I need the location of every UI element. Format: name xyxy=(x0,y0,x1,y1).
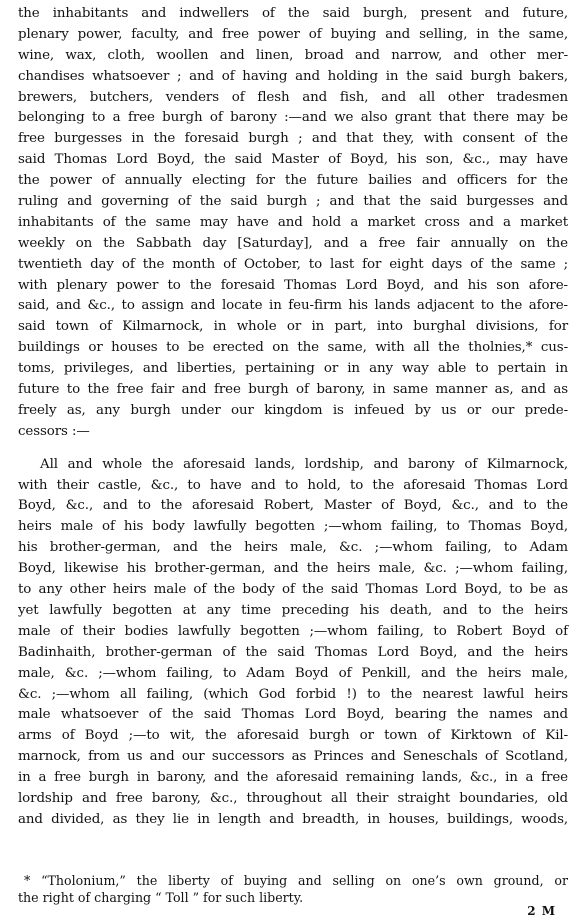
text-line: Badinhaith, brother-german of the said Thomas Lord Boyd, and the heirs xyxy=(18,644,568,660)
text-line: said, and &c., to assign and locate in feu-firm his lands adjacent to the afore- xyxy=(18,298,568,314)
text-line: the power of annually electing for the future bailies and officers for the xyxy=(18,173,568,189)
text-line: his brother-german, and the heirs male, &c. ;—whom failing, to Adam xyxy=(18,540,568,556)
text-line: said town of Kilmarnock, in whole or in part, into burghal divisions, for xyxy=(18,319,568,335)
text-line: toms, privileges, and liberties, pertaining or in any way able to pertain in xyxy=(18,361,568,377)
text-line: heirs male of his body lawfully begotten ;—whom failing, to Thomas Boyd, xyxy=(18,519,568,535)
paragraph-2 xyxy=(18,455,568,831)
text-line: the inhabitants and indwellers of the said burgh, present and future, xyxy=(18,6,568,21)
text-line: and divided, as they lie in length and breadth, in houses, buildings, woods, xyxy=(18,811,568,827)
signature-mark: 2 M xyxy=(527,904,556,918)
footnote-line: the right of charging “ Toll ” for such liberty. xyxy=(18,890,304,905)
text-line: inhabitants of the same may have and hold a market cross and a market xyxy=(18,214,568,230)
text-line: weekly on the Sabbath day [Saturday], and a free fair annually on the xyxy=(18,235,568,251)
text-line: to any other heirs male of the body of the said Thomas Lord Boyd, to be as xyxy=(18,582,568,598)
text-line: belonging to a free burgh of barony :—and we also grant that there may be xyxy=(18,110,568,126)
paragraph-gap xyxy=(18,443,568,455)
paragraph-1 xyxy=(18,4,568,443)
text-line: free burgesses in the foresaid burgh ; and that they, with consent of the xyxy=(18,131,568,147)
text-line: with plenary power to the foresaid Thomas Lord Boyd, and his son afore- xyxy=(18,277,568,293)
text-line: male whatsoever of the said Thomas Lord Boyd, bearing the names and xyxy=(18,707,568,723)
text-line: arms of Boyd ;—to wit, the aforesaid burgh or town of Kirktown of Kil- xyxy=(18,728,568,744)
text-line: &c. ;—whom all failing, (which God forbid !) to the nearest lawful heirs xyxy=(18,686,568,702)
text-line: said Thomas Lord Boyd, the said Master of Boyd, his son, &c., may have xyxy=(18,152,568,168)
text-line: yet lawfully begotten at any time preceding his death, and to the heirs xyxy=(18,602,568,618)
text-line: buildings or houses to be erected on the same, with all the tholnies,* cus- xyxy=(18,340,568,356)
text-line: Boyd, likewise his brother-german, and the heirs male, &c. ;—whom failing, xyxy=(18,561,568,577)
text-line: marnock, from us and our successors as Princes and Seneschals of Scotland, xyxy=(18,749,568,765)
text-line: wine, wax, cloth, woollen and linen, broad and narrow, and other mer- xyxy=(18,47,568,63)
text-line: chandises whatsoever ; and of having and holding in the said burgh bakers, xyxy=(18,68,568,84)
text-line: Boyd, &c., and to the aforesaid Robert, Master of Boyd, &c., and to the xyxy=(18,498,568,514)
text-line: with their castle, &c., to have and to hold, to the aforesaid Thomas Lord xyxy=(18,477,568,493)
text-line: brewers, butchers, venders of flesh and fish, and all other tradesmen xyxy=(18,89,568,105)
footnote xyxy=(18,872,568,906)
text-line: lordship and free barony, &c., throughout all their straight boundaries, old xyxy=(18,790,568,806)
text-line: plenary power, faculty, and free power of buying and selling, in the same, xyxy=(18,26,568,42)
text-line: cessors :— xyxy=(18,423,90,439)
text-line: male of their bodies lawfully begotten ;—whom failing, to Robert Boyd of xyxy=(18,623,568,639)
body-text xyxy=(18,4,568,831)
text-line: ruling and governing of the said burgh ; and that the said burgesses and xyxy=(18,194,568,210)
text-line: freely as, any burgh under our kingdom is infeued by us or our prede- xyxy=(18,402,568,418)
text-line: male, &c. ;—whom failing, to Adam Boyd of Penkill, and the heirs male, xyxy=(18,665,568,681)
footnote-line: * “Tholonium,” the liberty of buying and selling on one’s own ground, or xyxy=(24,873,568,888)
text-line: future to the free fair and free burgh of barony, in same manner as, and as xyxy=(18,382,568,398)
text-line: twentieth day of the month of October, to last for eight days of the same ; xyxy=(18,256,568,272)
text-line: All and whole the aforesaid lands, lordship, and barony of Kilmarnock, xyxy=(40,456,568,472)
text-line: in a free burgh in barony, and the aforesaid remaining lands, &c., in a free xyxy=(18,770,568,786)
